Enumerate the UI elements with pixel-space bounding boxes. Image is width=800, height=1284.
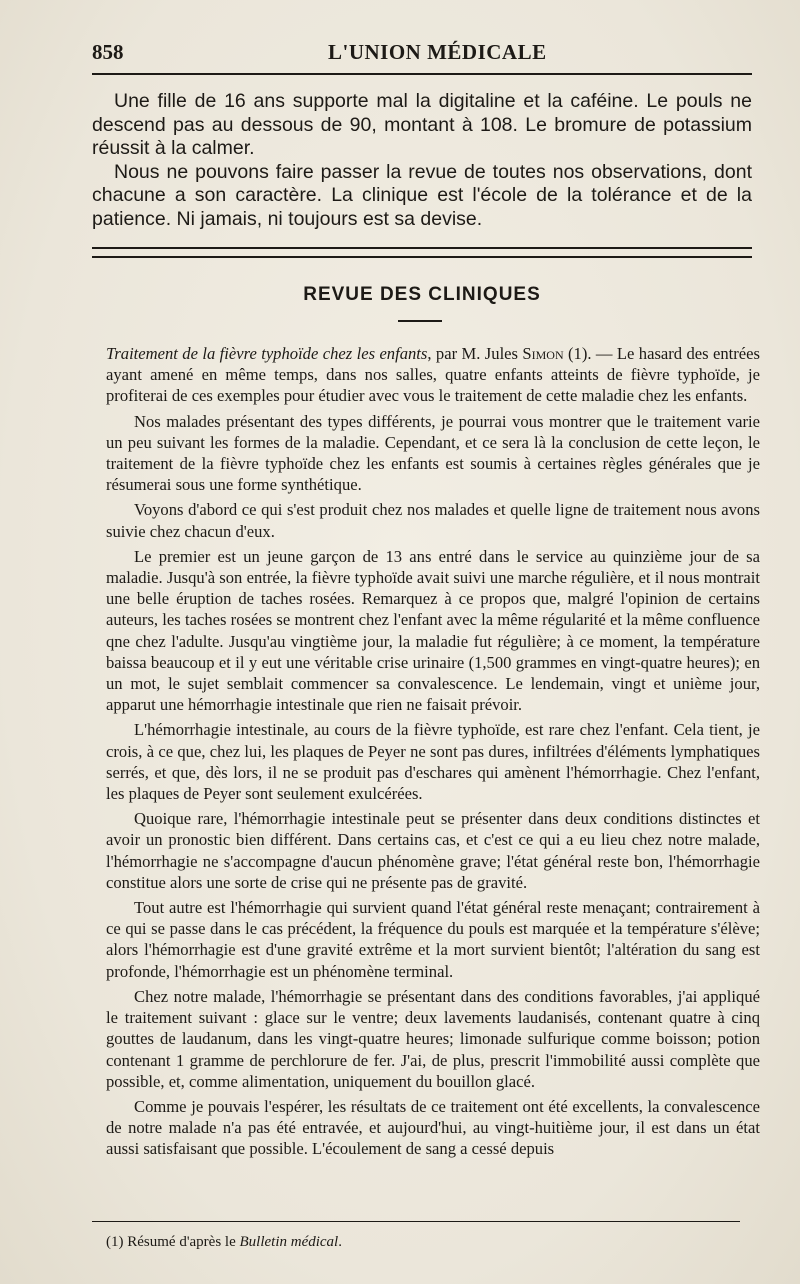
article-body [106, 343, 760, 1164]
lead-paragraph [106, 343, 760, 407]
page-header [92, 40, 752, 70]
footnote-source: Bulletin médical [239, 1234, 339, 1250]
paragraph: Voyons d'abord ce qui s'est produit chez nos malades et quelle ligne de traitement nous avons suivie chez chacun d'eux. [106, 500, 760, 541]
footnote [106, 1234, 740, 1251]
page-number: 858 [92, 40, 124, 64]
paragraph: Comme je pouvais l'espérer, les résultats de ce traitement ont été excellents, la convalescence de notre malade n'a pas été entravée, et aujourd'hui, au vingt-huitième jour, il est dans un état aussi satisfaisant que possible. L'écoulement de sang a cessé depuis [106, 1096, 760, 1159]
author-name: Simon [522, 344, 564, 363]
paragraph: Nous ne pouvons faire passer la revue de toutes nos observations, dont chacune a son caractère. La clinique est l'école de la tolérance et de la patience. Ni jamais, ni toujours est sa devise. [92, 160, 752, 230]
previous-article-ending [92, 90, 752, 232]
paragraph: Nos malades présentant des types différents, je pourrai vous montrer que le traitement varie un peu suivant les formes de la maladie. Cependant, et ce sera là la conclusion de cette leçon, le traitement de la fièvre typhoïde chez les enfants est soumis à certaines règles générales que je résumerai sous une forme synthétique. [106, 411, 760, 495]
running-title: L'UNION MÉDICALE [328, 40, 547, 64]
paragraph: Quoique rare, l'hémorrhagie intestinale peut se présenter dans deux conditions distinctes et avoir un pronostic bien différent. Dans certains cas, et c'est ce qui a eu lieu chez notre malade, l'hémorrhagie ne s'accompagne d'aucun phénomène grave; l'état général reste bon, l'hémorrhagie constitue alors une sorte de crise qui ne présente pas de gravité. [106, 809, 760, 892]
title-underline [398, 320, 442, 322]
lead-text: (1). — Le hasard des entrées ayant amené en même temps, dans nos salles, quatre enfants atteints de fièvre typhoïde, je profiterai de ces exemples pour étudier avec vous le traitement de cette maladie chez les enfants. [106, 344, 760, 406]
footnote-suffix: . [338, 1234, 342, 1250]
paragraph: Le premier est un jeune garçon de 13 ans entré dans le service au quinzième jour de sa maladie. Jusqu'à son entrée, la fièvre typhoïde avait suivi une marche régulière, et il nous montrait une belle éruption de taches rosées. Remarquez à ce propos que, malgré l'opinion de certains auteurs, les taches rosées se montrent chez l'enfant avec la même régularité et la même confluence qne chez l'adulte. Jusqu'au vingtième jour, la maladie fut régulière; à ce moment, la température baissa beaucoup et il y eut une véritable crise urinaire (1,500 grammes en vingt-quatre heures); en un mot, le sujet semblait commencer sa convalescence. Le lendemain, vingt et unième jour, apparut une hémorrhagie intestinale que rien ne faisait prévoir. [106, 546, 760, 715]
footnote-rule [92, 1221, 740, 1222]
section-divider [92, 247, 752, 258]
paragraph: L'hémorrhagie intestinale, au cours de la fièvre typhoïde, est rare chez l'enfant. Cela tient, je crois, à ce que, chez lui, les plaques de Peyer ne sont pas dures, infiltrées d'éléments lymphatiques serrés, et que, dès lors, il ne se produit pas d'eschares qui amènent l'hémorrhagie. Chez l'enfant, les plaques de Peyer sont seulement exulcérées. [106, 720, 760, 804]
footnote-prefix: (1) Résumé d'après le [106, 1234, 240, 1250]
header-rule [92, 73, 752, 75]
byline-prefix: , par M. Jules [427, 344, 523, 363]
paragraph: Chez notre malade, l'hémorrhagie se présentant dans des conditions favorables, j'ai appliqué le traitement suivant : glace sur le ventre; deux lavements laudanisés, contenant quatre à cinq gouttes de laudanum, dans les vingt-quatre heures; limonade sulfurique comme boisson; potion contenant 1 gramme de perchlorure de fer. J'ai, de plus, prescrit l'immobilité aussi complète que possible, et, comme alimentation, uniquement du bouillon glacé. [106, 986, 760, 1091]
section-title: REVUE DES CLINIQUES [303, 284, 541, 305]
paragraph: Une fille de 16 ans supporte mal la digitaline et la caféine. Le pouls ne descend pas au dessous de 90, montant à 108. Le bromure de potassium réussit à la calmer. [92, 90, 752, 160]
article-title: Traitement de la fièvre typhoïde chez les enfants [106, 344, 428, 363]
paragraph: Tout autre est l'hémorrhagie qui survient quand l'état général reste menaçant; contrairement à ce qui se passe dans le cas précédent, la fréquence du pouls est marquée et la température s'élève; alors l'hémorrhagie est d'une gravité extrême et la mort survient bientôt; l'altération du sang est profonde, l'hémorrhagie est un phénomène terminal. [106, 898, 760, 981]
